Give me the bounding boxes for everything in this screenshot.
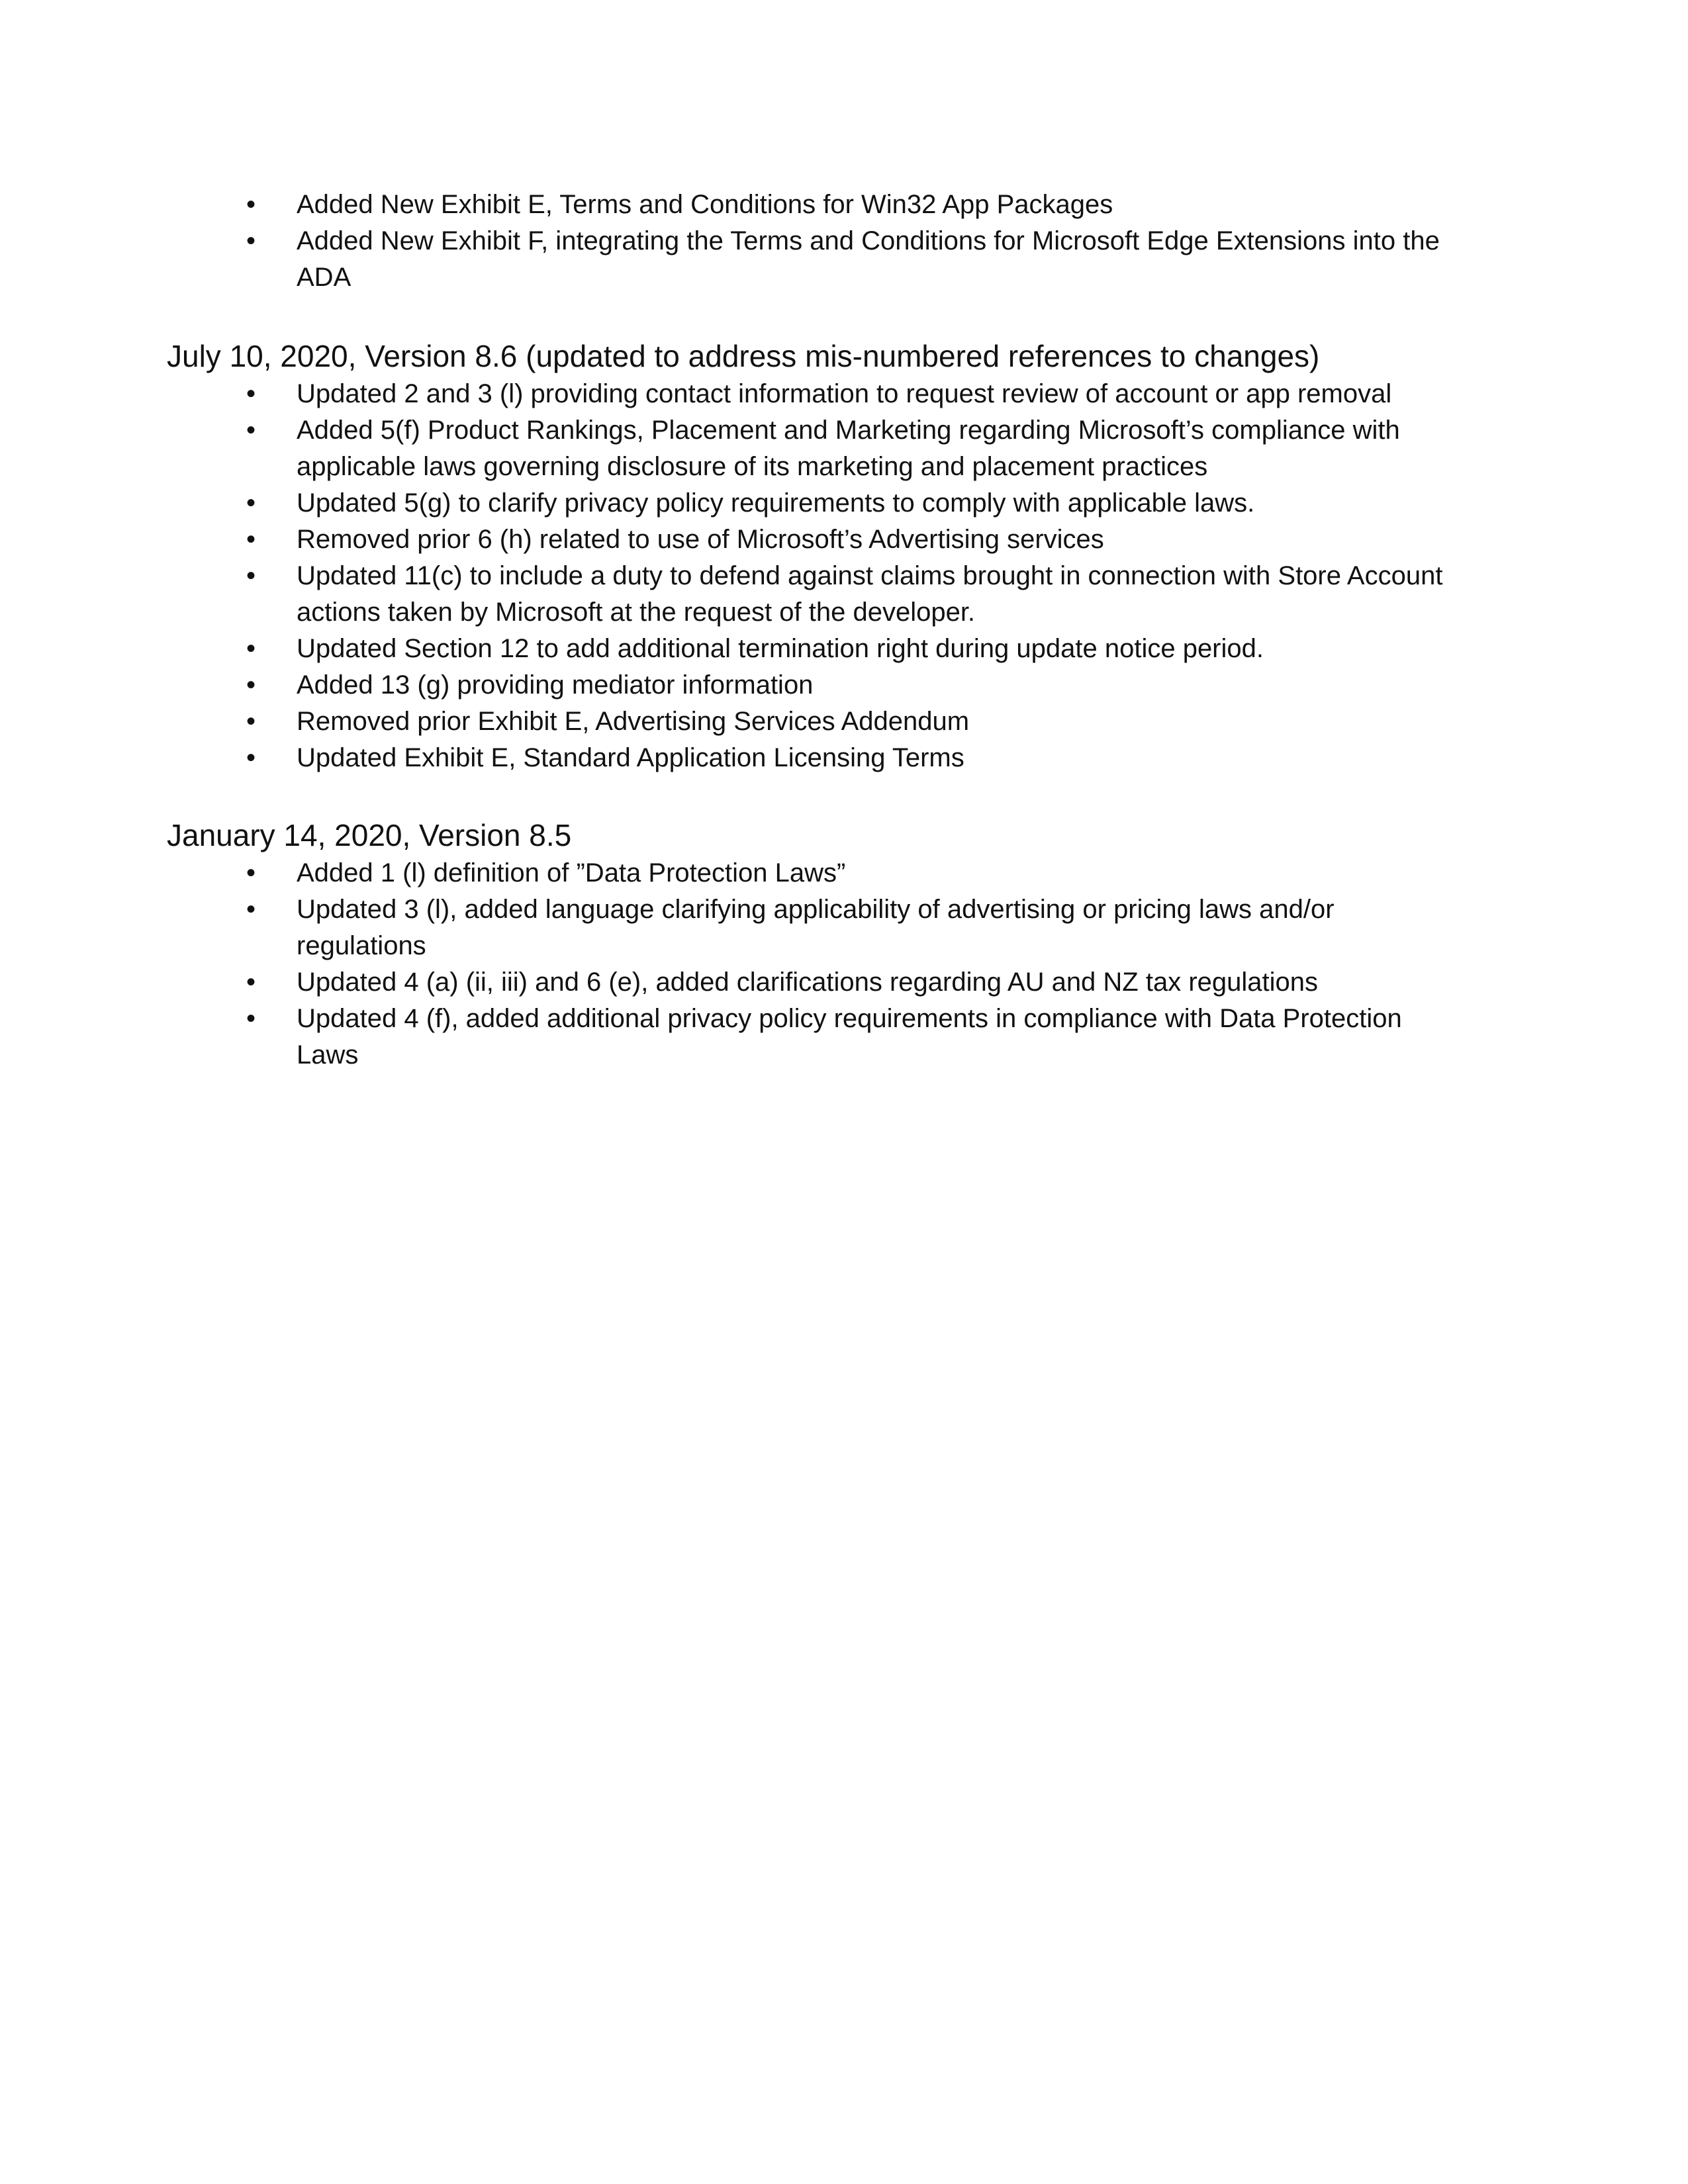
bullet-icon: • bbox=[246, 968, 256, 997]
list-item-text: Updated 5(g) to clarify privacy policy requirements to comply with applicable laws. bbox=[297, 488, 1255, 518]
bullet-icon: • bbox=[246, 525, 256, 554]
bullet-icon: • bbox=[246, 895, 256, 924]
bullet-list bbox=[167, 376, 1524, 776]
list-item bbox=[167, 891, 1458, 964]
list-item bbox=[167, 631, 1458, 667]
list-item bbox=[167, 412, 1458, 485]
list-item-text: Updated Exhibit E, Standard Application Licensing Terms bbox=[297, 743, 964, 772]
list-item bbox=[167, 855, 1458, 891]
bullet-icon: • bbox=[246, 858, 256, 887]
list-item-text: Added New Exhibit F, integrating the Terms and Conditions for Microsoft Edge Extensions into the ADA bbox=[297, 226, 1440, 292]
list-item bbox=[167, 187, 1458, 223]
section-version-8-5 bbox=[167, 815, 1524, 1073]
list-item bbox=[167, 485, 1458, 522]
bullet-icon: • bbox=[246, 1004, 256, 1033]
bullet-icon: • bbox=[246, 379, 256, 408]
list-item bbox=[167, 964, 1458, 1001]
bullet-icon: • bbox=[246, 488, 256, 518]
bullet-icon: • bbox=[246, 190, 256, 219]
list-item-text: Updated 11(c) to include a duty to defend against claims brought in connection with Store Account actions taken by Microsoft at the request of the developer. bbox=[297, 561, 1443, 627]
list-item-text: Removed prior 6 (h) related to use of Microsoft’s Advertising services bbox=[297, 525, 1104, 554]
bullet-icon: • bbox=[246, 743, 256, 772]
list-item-text: Updated Section 12 to add additional termination right during update notice period. bbox=[297, 634, 1264, 663]
section-heading: July 10, 2020, Version 8.6 (updated to address mis-numbered references to changes) bbox=[167, 339, 1320, 373]
list-item-text: Updated 4 (a) (ii, iii) and 6 (e), added clarifications regarding AU and NZ tax regulations bbox=[297, 968, 1319, 997]
list-item-text: Updated 4 (f), added additional privacy policy requirements in compliance with Data Protection Laws bbox=[297, 1004, 1402, 1069]
list-item-text: Updated 2 and 3 (l) providing contact information to request review of account or app removal bbox=[297, 379, 1392, 408]
list-item-text: Added New Exhibit E, Terms and Conditions for Win32 App Packages bbox=[297, 190, 1113, 219]
bullet-icon: • bbox=[246, 707, 256, 736]
list-item-text: Updated 3 (l), added language clarifying applicability of advertising or pricing laws and/or regulations bbox=[297, 895, 1335, 960]
list-item-text: Removed prior Exhibit E, Advertising Services Addendum bbox=[297, 707, 970, 736]
section-heading: January 14, 2020, Version 8.5 bbox=[167, 818, 572, 852]
list-item-text: Added 5(f) Product Rankings, Placement and Marketing regarding Microsoft’s compliance with applicable laws governing disclosure of its marketing and placement practices bbox=[297, 416, 1400, 481]
list-item bbox=[167, 223, 1458, 296]
list-item bbox=[167, 740, 1458, 776]
bullet-icon: • bbox=[246, 670, 256, 700]
list-item-text: Added 1 (l) definition of ”Data Protection Laws” bbox=[297, 858, 846, 887]
section-exhibits bbox=[167, 187, 1524, 296]
bullet-list bbox=[167, 187, 1524, 296]
bullet-icon: • bbox=[246, 634, 256, 663]
bullet-icon: • bbox=[246, 561, 256, 590]
list-item bbox=[167, 667, 1458, 704]
list-item-text: Added 13 (g) providing mediator information bbox=[297, 670, 814, 700]
list-item bbox=[167, 376, 1458, 412]
list-item bbox=[167, 558, 1458, 631]
section-version-8-6 bbox=[167, 336, 1524, 776]
list-item bbox=[167, 522, 1458, 558]
list-item bbox=[167, 1001, 1458, 1073]
bullet-icon: • bbox=[246, 416, 256, 445]
bullet-list bbox=[167, 855, 1524, 1073]
bullet-icon: • bbox=[246, 226, 256, 255]
list-item bbox=[167, 704, 1458, 740]
